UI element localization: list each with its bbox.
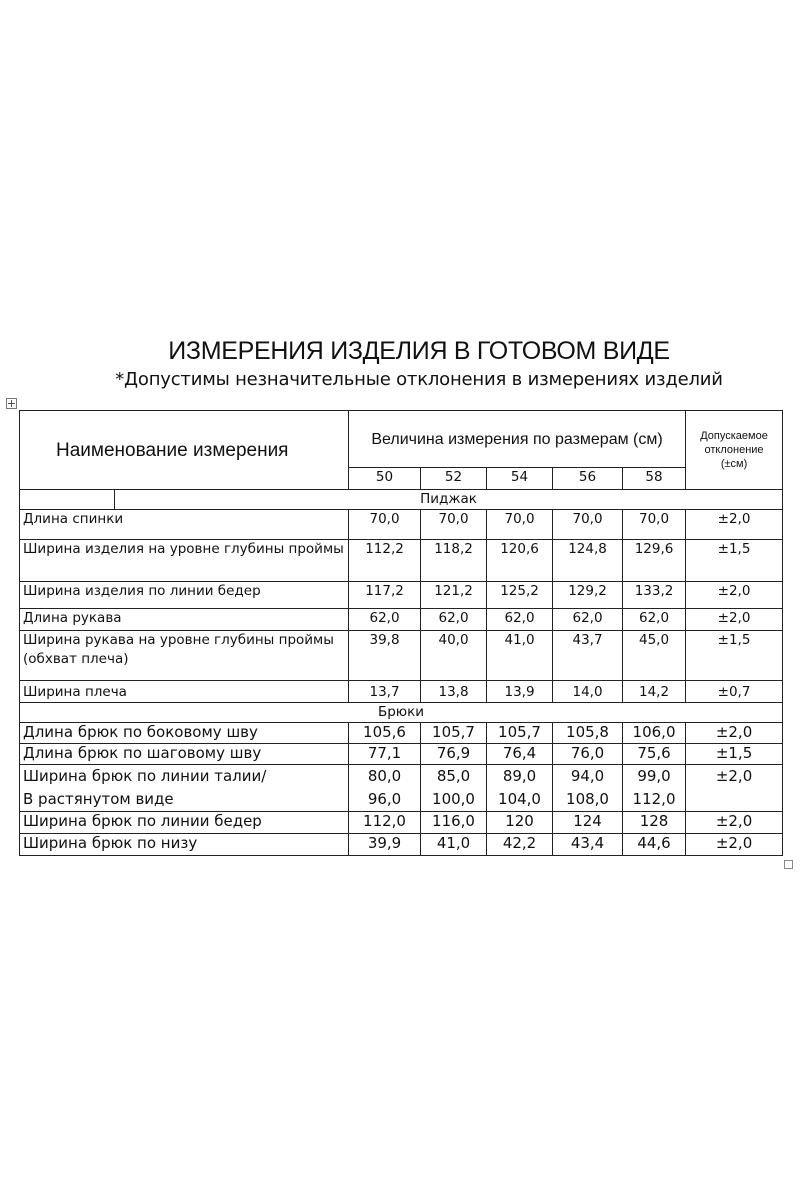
row-name: Длина брюк по боковому шву [20,723,349,744]
row-tolerance: ±0,7 [686,681,783,703]
row-value: 41,0 [421,834,487,856]
row-tolerance: ±1,5 [686,631,783,681]
table-row [20,510,783,540]
size-54: 54 [487,468,553,490]
section-title-trousers: Брюки [20,703,783,723]
row-value: 62,0 [553,609,623,631]
row-tolerance: ±1,5 [686,540,783,582]
table-row [20,723,783,744]
row-value: 13,8 [421,681,487,703]
document-subtitle: *Допустимы незначительные отклонения в измерениях изделий [115,369,723,390]
tolerance-label-3: (±см) [720,458,748,470]
row-value: 89,0 [502,767,537,785]
row-value-cell [553,765,623,812]
tolerance-label-2: отклонение [704,444,764,456]
row-tolerance: ±2,0 [686,510,783,540]
row-value: 121,2 [421,582,487,609]
row-value: 112,0 [349,812,421,834]
row-value: 76,4 [487,744,553,765]
row-value: 116,0 [421,812,487,834]
row-value: 70,0 [623,510,686,540]
row-name: Ширина брюк по линии талии/ [23,767,267,785]
row-value: 62,0 [421,609,487,631]
section-row-trousers [20,703,783,723]
row-name: Ширина брюк по низу [20,834,349,856]
row-name: Ширина рукава на уровне глубины проймы (обхват плеча) [20,631,349,681]
row-value: 133,2 [623,582,686,609]
row-value: 129,6 [623,540,686,582]
row-value-cell [623,765,686,812]
row-value: 129,2 [553,582,623,609]
row-value: 80,0 [367,767,402,785]
row-tolerance: ±1,5 [686,744,783,765]
row-value: 125,2 [487,582,553,609]
measurements-table [19,410,783,856]
document-title: ИЗМЕРЕНИЯ ИЗДЕЛИЯ В ГОТОВОМ ВИДЕ [168,337,670,365]
row-value: 124 [553,812,623,834]
row-value: 62,0 [487,609,553,631]
table-row [20,681,783,703]
row-value: 62,0 [623,609,686,631]
row-value: 96,0 [367,790,402,808]
row-value: 105,6 [349,723,421,744]
row-value: 104,0 [498,790,541,808]
row-tolerance: ±2,0 [686,765,783,812]
row-tolerance: ±2,0 [686,582,783,609]
row-name: Длина брюк по шаговому шву [20,744,349,765]
row-name: Ширина брюк по линии бедер [20,812,349,834]
row-value: 99,0 [637,767,671,785]
table-row [20,582,783,609]
row-value: 13,7 [349,681,421,703]
row-value: 124,8 [553,540,623,582]
row-tolerance: ±2,0 [686,834,783,856]
row-name: Ширина изделия по линии бедер [20,582,349,609]
row-value: 42,2 [487,834,553,856]
row-value: 44,6 [623,834,686,856]
row-value: 120 [487,812,553,834]
row-value: 76,0 [553,744,623,765]
section-row-jacket [20,490,783,510]
row-name: Ширина плеча [20,681,349,703]
row-value: 45,0 [623,631,686,681]
size-58: 58 [623,468,686,490]
row-name: Длина рукава [20,609,349,631]
section-title-jacket: Пиджак [115,490,783,510]
header-row [20,411,783,468]
header-sizes-cell: Величина измерения по размерам (см) [349,411,686,468]
row-value: 117,2 [349,582,421,609]
row-tolerance: ±2,0 [686,812,783,834]
table-row [20,540,783,582]
row-value: 85,0 [436,767,471,785]
row-value: 70,0 [553,510,623,540]
row-value: 106,0 [623,723,686,744]
row-value: 41,0 [487,631,553,681]
row-value: 76,9 [421,744,487,765]
tolerance-label-1: Допускаемое [700,430,768,442]
row-value-cell [421,765,487,812]
row-value: 70,0 [349,510,421,540]
row-value: 108,0 [566,790,609,808]
row-value: 105,7 [421,723,487,744]
row-value: 105,7 [487,723,553,744]
row-value-cell [487,765,553,812]
table-row [20,609,783,631]
table-resize-handle-icon[interactable] [784,860,793,869]
row-value: 70,0 [487,510,553,540]
table-row [20,631,783,681]
row-value: 94,0 [570,767,605,785]
row-value-cell [349,765,421,812]
row-value: 75,6 [623,744,686,765]
row-value: 39,9 [349,834,421,856]
row-tolerance: ±2,0 [686,723,783,744]
size-56: 56 [553,468,623,490]
section-spacer-cell [20,490,115,510]
row-value: 120,6 [487,540,553,582]
row-value: 43,4 [553,834,623,856]
row-value: 77,1 [349,744,421,765]
row-value: 105,8 [553,723,623,744]
size-52: 52 [421,468,487,490]
table-row [20,744,783,765]
row-value: 13,9 [487,681,553,703]
row-tolerance: ±2,0 [686,609,783,631]
row-value: 118,2 [421,540,487,582]
header-tolerance-cell [686,411,783,490]
row-name-cell [20,765,349,812]
row-value: 43,7 [553,631,623,681]
table-row [20,765,783,812]
row-value: 128 [623,812,686,834]
row-value: 100,0 [432,790,475,808]
row-name: Длина спинки [20,510,349,540]
row-value: 14,0 [553,681,623,703]
header-name-cell: Наименование измерения [20,411,349,490]
row-name: В растянутом виде [23,790,174,808]
row-value: 39,8 [349,631,421,681]
row-value: 62,0 [349,609,421,631]
row-value: 14,2 [623,681,686,703]
table-row [20,812,783,834]
size-50: 50 [349,468,421,490]
table-move-handle-icon[interactable] [6,398,17,409]
row-value: 112,2 [349,540,421,582]
row-value: 112,0 [632,790,676,808]
row-value: 70,0 [421,510,487,540]
row-value: 40,0 [421,631,487,681]
table-row [20,834,783,856]
row-name: Ширина изделия на уровне глубины проймы [20,540,349,582]
